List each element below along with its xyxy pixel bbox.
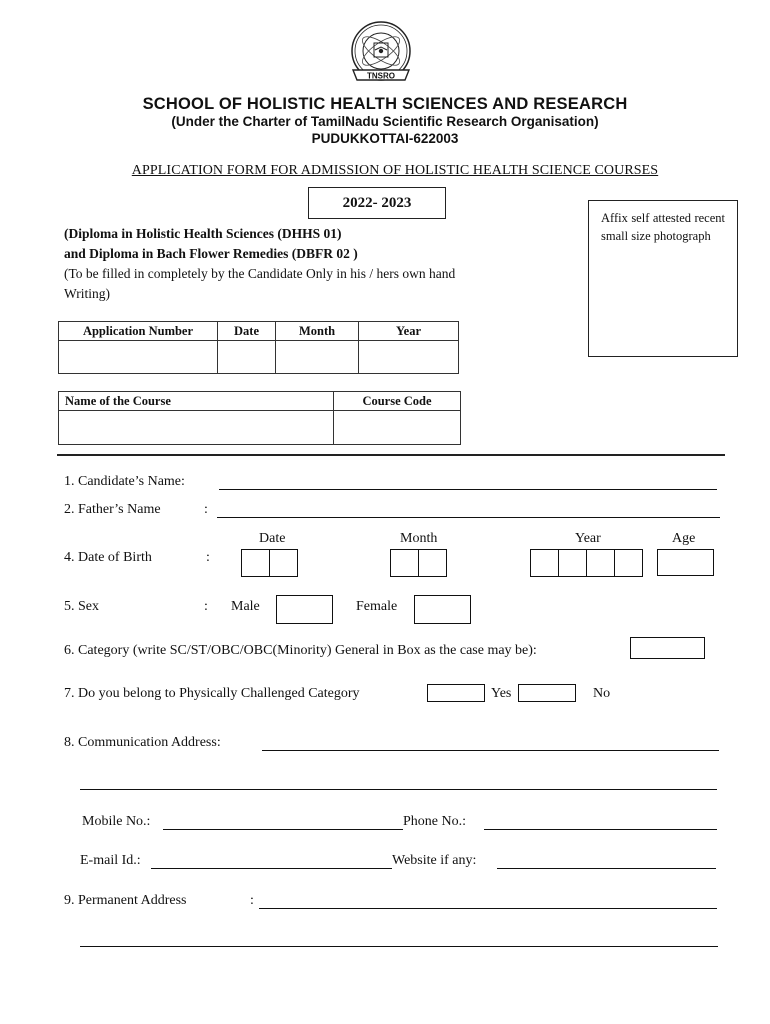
tnsro-emblem-icon xyxy=(345,18,417,90)
dob-date-digit-1[interactable] xyxy=(241,549,270,577)
physically-challenged-label: 7. Do you belong to Physically Challenged Category xyxy=(64,686,360,701)
photo-box[interactable] xyxy=(588,200,738,357)
course-code-cell[interactable] xyxy=(334,411,461,445)
date-cell[interactable] xyxy=(218,341,276,374)
course-table xyxy=(58,391,461,445)
category-label: 6. Category (write SC/ST/OBC/OBC(Minority) General in Box as the case may be): xyxy=(64,643,537,658)
dob-label: 4. Date of Birth xyxy=(64,550,152,565)
sex-colon: : xyxy=(204,599,208,614)
dob-colon: : xyxy=(206,550,210,565)
dob-date-digit-2[interactable] xyxy=(269,549,298,577)
no-label: No xyxy=(593,686,611,701)
female-label: Female xyxy=(356,599,398,614)
website-field[interactable] xyxy=(497,868,716,869)
header-year: Year xyxy=(359,322,459,341)
year-cell[interactable] xyxy=(359,341,459,374)
charter-line: (Under the Charter of TamilNadu Scientific Research Organisation) xyxy=(171,114,599,129)
section-divider xyxy=(57,454,725,456)
communication-address-line-2[interactable] xyxy=(80,789,717,790)
father-name-field[interactable] xyxy=(217,517,720,518)
header-application-number: Application Number xyxy=(59,322,218,341)
mobile-label: Mobile No.: xyxy=(82,814,151,829)
header-course-code: Course Code xyxy=(334,392,461,411)
dob-age-label: Age xyxy=(672,531,696,546)
communication-address-label: 8. Communication Address: xyxy=(64,735,221,750)
photo-instruction: Affix self attested recent small size photograph xyxy=(601,211,725,243)
intro-line3: (To be filled in completely by the Candidate Only in his / hers own hand Writing) xyxy=(64,266,456,301)
header-month: Month xyxy=(276,322,359,341)
header-course-name: Name of the Course xyxy=(59,392,334,411)
dob-month-label: Month xyxy=(400,531,438,546)
place-line: PUDUKKOTTAI-622003 xyxy=(311,131,459,146)
intro-line2: and Diploma in Bach Flower Remedies (DBFR 02 ) xyxy=(64,246,358,261)
father-name-label: 2. Father’s Name xyxy=(64,502,161,517)
dob-year-digit-4[interactable] xyxy=(614,549,643,577)
permanent-address-label: 9. Permanent Address xyxy=(64,893,187,908)
father-name-colon: : xyxy=(204,502,208,517)
male-label: Male xyxy=(231,599,260,614)
mobile-field[interactable] xyxy=(163,829,403,830)
month-cell[interactable] xyxy=(276,341,359,374)
age-box[interactable] xyxy=(657,549,714,576)
school-name: SCHOOL OF HOLISTIC HEALTH SCIENCES AND RESEARCH xyxy=(142,95,628,113)
dob-date-label: Date xyxy=(259,531,286,546)
form-title: APPLICATION FORM FOR ADMISSION OF HOLISTIC HEALTH SCIENCE COURSES xyxy=(131,163,659,178)
dob-year-label: Year xyxy=(575,531,601,546)
female-box[interactable] xyxy=(414,595,471,624)
yes-label: Yes xyxy=(491,686,512,701)
email-label: E-mail Id.: xyxy=(80,853,141,868)
phone-label: Phone No.: xyxy=(403,814,466,829)
category-box[interactable] xyxy=(630,637,705,659)
candidate-name-field[interactable] xyxy=(219,489,717,490)
dob-month-digit-1[interactable] xyxy=(390,549,419,577)
application-number-cell[interactable] xyxy=(59,341,218,374)
dob-month-digit-2[interactable] xyxy=(418,549,447,577)
no-box[interactable] xyxy=(518,684,576,702)
dob-year-digit-3[interactable] xyxy=(586,549,615,577)
website-label: Website if any: xyxy=(392,853,477,868)
sex-label: 5. Sex xyxy=(64,599,99,614)
permanent-address-line-2[interactable] xyxy=(80,946,718,947)
dob-year-digit-2[interactable] xyxy=(558,549,587,577)
course-name-cell[interactable] xyxy=(59,411,334,445)
permanent-address-line-1[interactable] xyxy=(259,908,717,909)
header-date: Date xyxy=(218,322,276,341)
academic-year: 2022- 2023 xyxy=(308,187,446,219)
intro-line1: (Diploma in Holistic Health Sciences (DHHS 01) xyxy=(64,226,342,241)
communication-address-line-1[interactable] xyxy=(262,750,719,751)
phone-field[interactable] xyxy=(484,829,717,830)
email-field[interactable] xyxy=(151,868,392,869)
dob-year-digit-1[interactable] xyxy=(530,549,559,577)
yes-box[interactable] xyxy=(427,684,485,702)
candidate-name-label: 1. Candidate’s Name: xyxy=(64,474,185,489)
permanent-address-colon: : xyxy=(250,893,254,908)
intro-text xyxy=(64,224,464,304)
logo-text: TNSRO xyxy=(367,71,395,81)
application-table xyxy=(58,321,459,374)
male-box[interactable] xyxy=(276,595,333,624)
